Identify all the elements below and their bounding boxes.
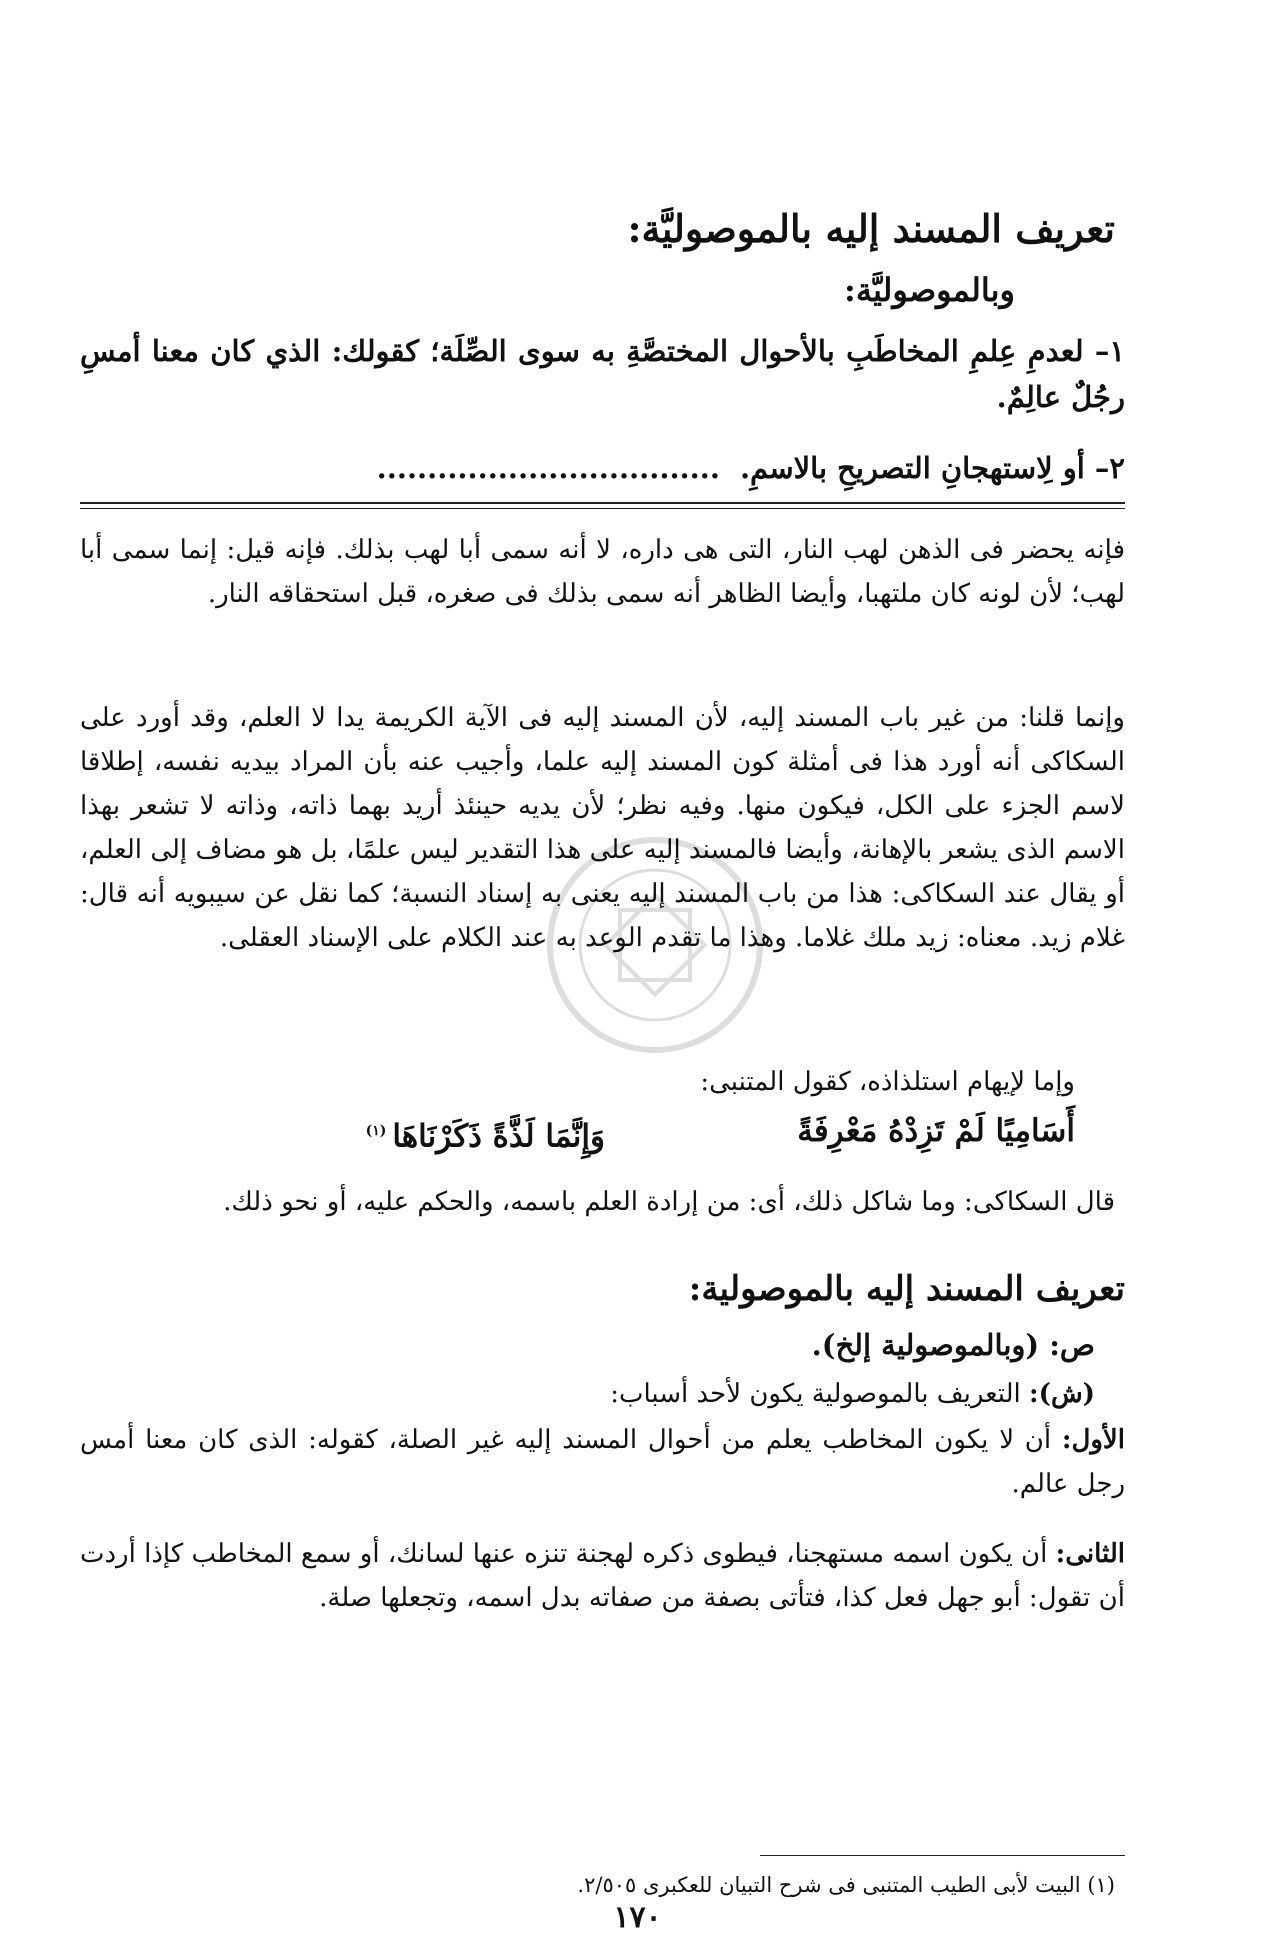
separator-rule-top (80, 502, 1125, 504)
second-text: أن يكون اسمه مستهجنا، فيطوى ذكره لهجنة تنزه عنها لسانك، أو سمع المخاطب كإذا أردت أن تقول: أبو جهل فعل كذا، فتأتى بصفة من صفاته بدل اسمه، وتجعلها صلة. (80, 1539, 1125, 1613)
library-watermark-icon (540, 830, 770, 1060)
commentary-paragraph-2: وإنما قلنا: من غير باب المسند إليه، لأن المسند إليه فى الآية الكريمة يدا لا العلم، وقد أورد على السكاكى أنه أورد هذا فى أمثلة كون المسند إليه علما، وأجيب عنه بأن المراد بيديه نفسه، إطلاقا لاسم الجزء على الكل، فيكون منها. وفيه نظر؛ لأن يديه حينئذ أريد بهما ذاته، وذاته لا تشعر بهذا الاسم الذى يشعر بالإهانة، وأيضا فالمسند إليه على هذا التقدير ليس علمًا، بل هو مضاف إلى العلم، أو يقال عند السكاكى: هذا من باب المسند إليه يعنى به إسناد النسبة؛ كما نقل عن سيبويه أنه قال: غلام زيد. معناه: زيد ملك غلاما. وهذا ما تقدم الوعد به عند الكلام على الإسناد العقلى. (80, 703, 1125, 953)
commentary-paragraph-1: فإنه يحضر فى الذهن لهب النار، التى هى داره، لا أنه سمى أبا لهب بذلك. فإنه قيل: إنما سمى أبا لهب؛ لأن لونه كان ملتهبا، وأيضا الظاهر أنه سمى بذلك فى صغره، قبل استحقاقه النار. (80, 535, 1125, 609)
shin-line (80, 1372, 1095, 1416)
section-heading-sharh: تعريف المسند إليه بالموصولية: (688, 1269, 1125, 1309)
section-heading-top: تعريف المسند إليه بالموصوليَّة: (627, 206, 1115, 251)
footnote-rule (760, 1855, 1125, 1856)
shin-text: التعريف بالموصولية يكون لأحد أسباب: (610, 1379, 1021, 1409)
second-label: الثانى: (1055, 1539, 1126, 1569)
footnote-marker: (١) (365, 1123, 387, 1139)
reason-first (80, 1418, 1125, 1506)
matn-item-1: ١– لعدمِ عِلمِ المخاطَبِ بالأحوال المختصَّةِ به سوى الصِّلَة؛ كقولك: الذي كان معنا أمسِ رجُلٌ عالِمٌ. (80, 334, 1125, 414)
matn-item-2 (80, 445, 1125, 491)
verse-first-hemistich: أَسَامِيًا لَمْ تَزِدْهُ مَعْرِفَةً (797, 1113, 1075, 1149)
shin-label: (ش): (1029, 1379, 1095, 1409)
poetry-verse (80, 1105, 1075, 1165)
reason-second (80, 1532, 1125, 1620)
commentary-paragraph-3: وإما لإيهام استلذاذه، كقول المتنبى: (700, 1067, 1075, 1097)
sad-line: ص: (وبالموصولية إلخ). (811, 1328, 1095, 1362)
verse-second-hemistich (366, 1105, 605, 1162)
first-label: الأول: (1061, 1425, 1125, 1455)
ellipsis-dots: .................................. (376, 451, 720, 485)
first-text: أن لا يكون المخاطب يعلم من أحوال المسند إليه غير الصلة، كقوله: الذى كان معنا أمس رجل عالم. (80, 1425, 1125, 1499)
footnote: (١) البيت لأبى الطيب المتنبى فى شرح التبيان للعكبرى ٢/٥٠٥. (577, 1873, 1115, 1897)
commentary-paragraph-4: قال السكاكى: وما شاكل ذلك، أى: من إرادة العلم باسمه، والحكم عليه، أو نحو ذلك. (223, 1187, 1115, 1217)
separator-rule-top-inner (80, 508, 1125, 509)
intro-line: وبالموصوليَّة: (844, 271, 1015, 309)
page-number: ١٧٠ (613, 1900, 662, 1935)
matn-item-2-text: ٢– أو لِاستهجانِ التصريحِ بالاسمِ. (739, 451, 1125, 485)
verse-second-hemistich-text: وَإِنَّمَا لَذَّةً ذَكَرْنَاهَا (392, 1118, 605, 1155)
